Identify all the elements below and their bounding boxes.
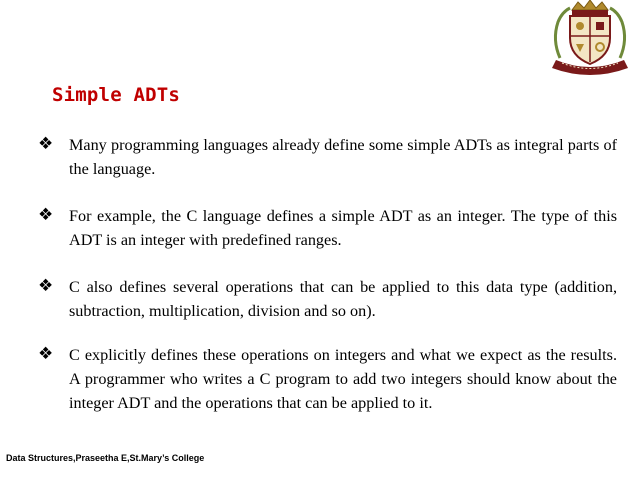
slide-title: Simple ADTs (52, 84, 181, 106)
diamond-bullet-icon: ❖ (38, 344, 54, 364)
slide-footer: Data Structures,Praseetha E,St.Mary’s College (6, 453, 205, 463)
bullet-text: For example, the C language defines a simple ADT as an integer. The type of this ADT is an integer with predefined ranges. (69, 207, 617, 249)
diamond-bullet-icon: ❖ (38, 205, 54, 225)
diamond-bullet-icon: ❖ (38, 134, 54, 154)
college-crest-logo (542, 0, 638, 78)
diamond-bullet-icon: ❖ (38, 276, 54, 296)
crest-icon (542, 0, 638, 78)
bullet-text: Many programming languages already define some simple ADTs as integral parts of the language. (69, 136, 617, 178)
bullet-text: C explicitly defines these operations on integers and what we expect as the results. A programmer who writes a C program to add two integers should know about the integer ADT and the operations that can be applied to it. (69, 346, 617, 412)
bullet-text: C also defines several operations that can be applied to this data type (addition, subtraction, multiplication, division and so on). (69, 278, 617, 320)
